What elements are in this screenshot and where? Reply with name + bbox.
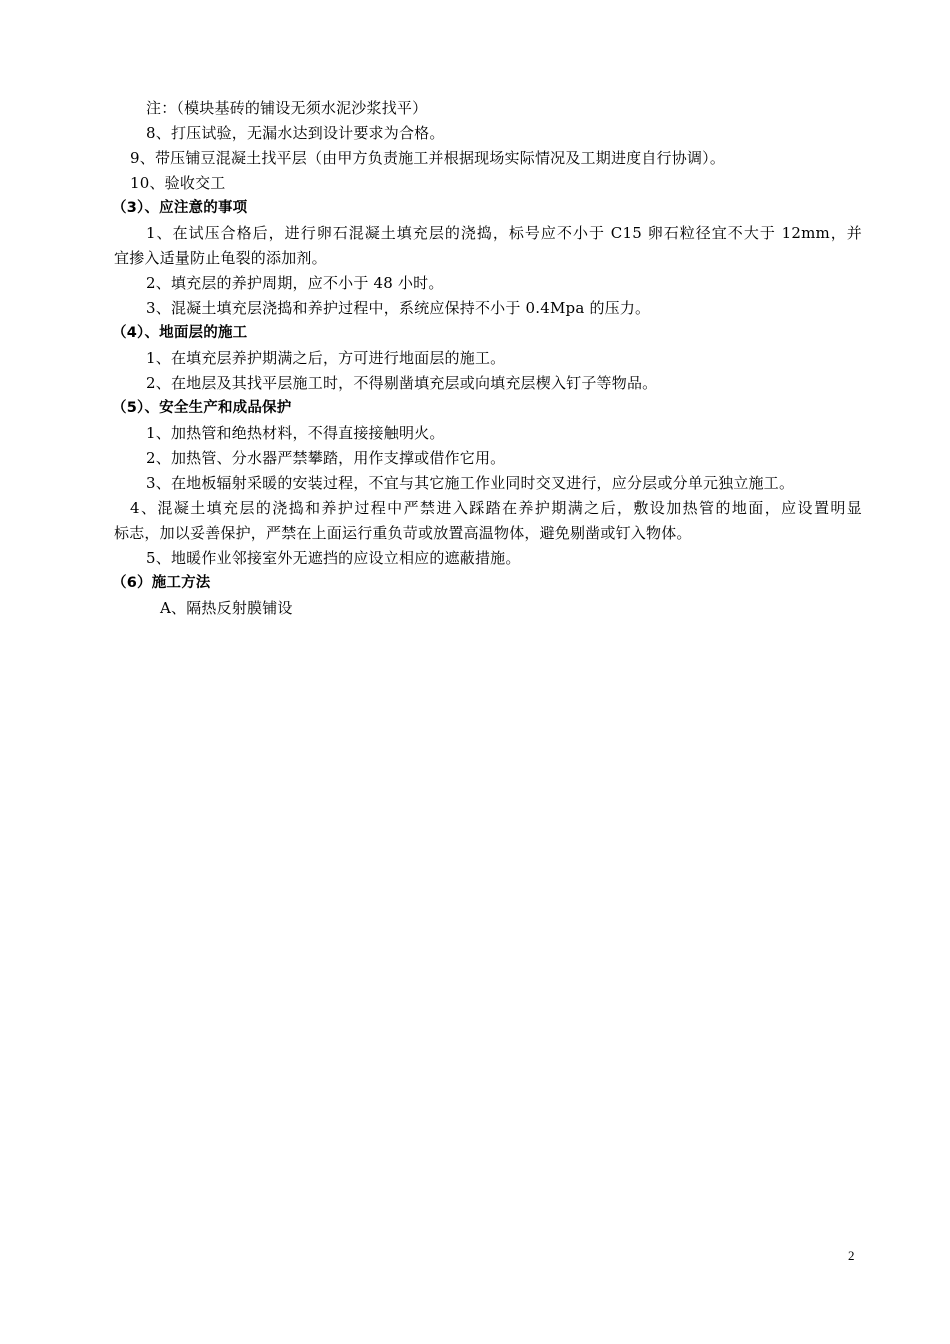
step-8: 8、打压试验，无漏水达到设计要求为合格。 — [146, 124, 445, 142]
section-heading-3: （3）、应注意的事项 — [112, 200, 248, 216]
section-heading-5: （5）、安全生产和成品保护 — [112, 400, 292, 416]
item-4-2: 2、在地层及其找平层施工时，不得剔凿填充层或向填充层楔入钉子等物品。 — [146, 374, 658, 392]
step-9: 9、带压铺豆混凝土找平层（由甲方负责施工并根据现场实际情况及工期进度自行协调）。 — [130, 149, 726, 167]
section-heading-4: （4）、地面层的施工 — [112, 325, 248, 341]
page-number: 2 — [848, 1248, 855, 1263]
item-5-2: 2、加热管、分水器严禁攀踏，用作支撑或借作它用。 — [146, 449, 506, 467]
item-3-1-line-2: 宜掺入适量防止龟裂的添加剂。 — [114, 249, 327, 267]
item-5-4-line-2: 标志，加以妥善保护，严禁在上面运行重负苛或放置高温物体，避免剔凿或钉入物体。 — [114, 524, 692, 542]
item-4-1: 1、在填充层养护期满之后，方可进行地面层的施工。 — [146, 349, 506, 367]
note-line: 注：（模块基砖的铺设无须水泥沙浆找平） — [146, 99, 428, 117]
method-a: A、隔热反射膜铺设 — [160, 599, 293, 617]
item-5-4-line-1: 4、混凝土填充层的浇捣和养护过程中严禁进入踩踏在养护期满之后，敷设加热管的地面，应设置明显 — [130, 499, 862, 517]
item-3-2: 2、填充层的养护周期，应不小于 48 小时。 — [146, 274, 444, 292]
item-3-3: 3、混凝土填充层浇捣和养护过程中，系统应保持不小于 0.4Mpa 的压力。 — [146, 299, 651, 317]
section-heading-6: （6）施工方法 — [112, 575, 211, 591]
item-5-3: 3、在地板辐射采暖的安装过程，不宜与其它施工作业同时交叉进行，应分层或分单元独立施工。 — [146, 474, 795, 492]
item-3-1-line-1: 1、在试压合格后，进行卵石混凝土填充层的浇捣，标号应不小于 C15 卵石粒径宜不大于 12mm，并 — [146, 224, 862, 242]
item-5-1: 1、加热管和绝热材料，不得直接接触明火。 — [146, 424, 445, 442]
step-10: 10、验收交工 — [130, 174, 226, 192]
item-5-5: 5、地暖作业邻接室外无遮挡的应设立相应的遮蔽措施。 — [146, 549, 521, 567]
